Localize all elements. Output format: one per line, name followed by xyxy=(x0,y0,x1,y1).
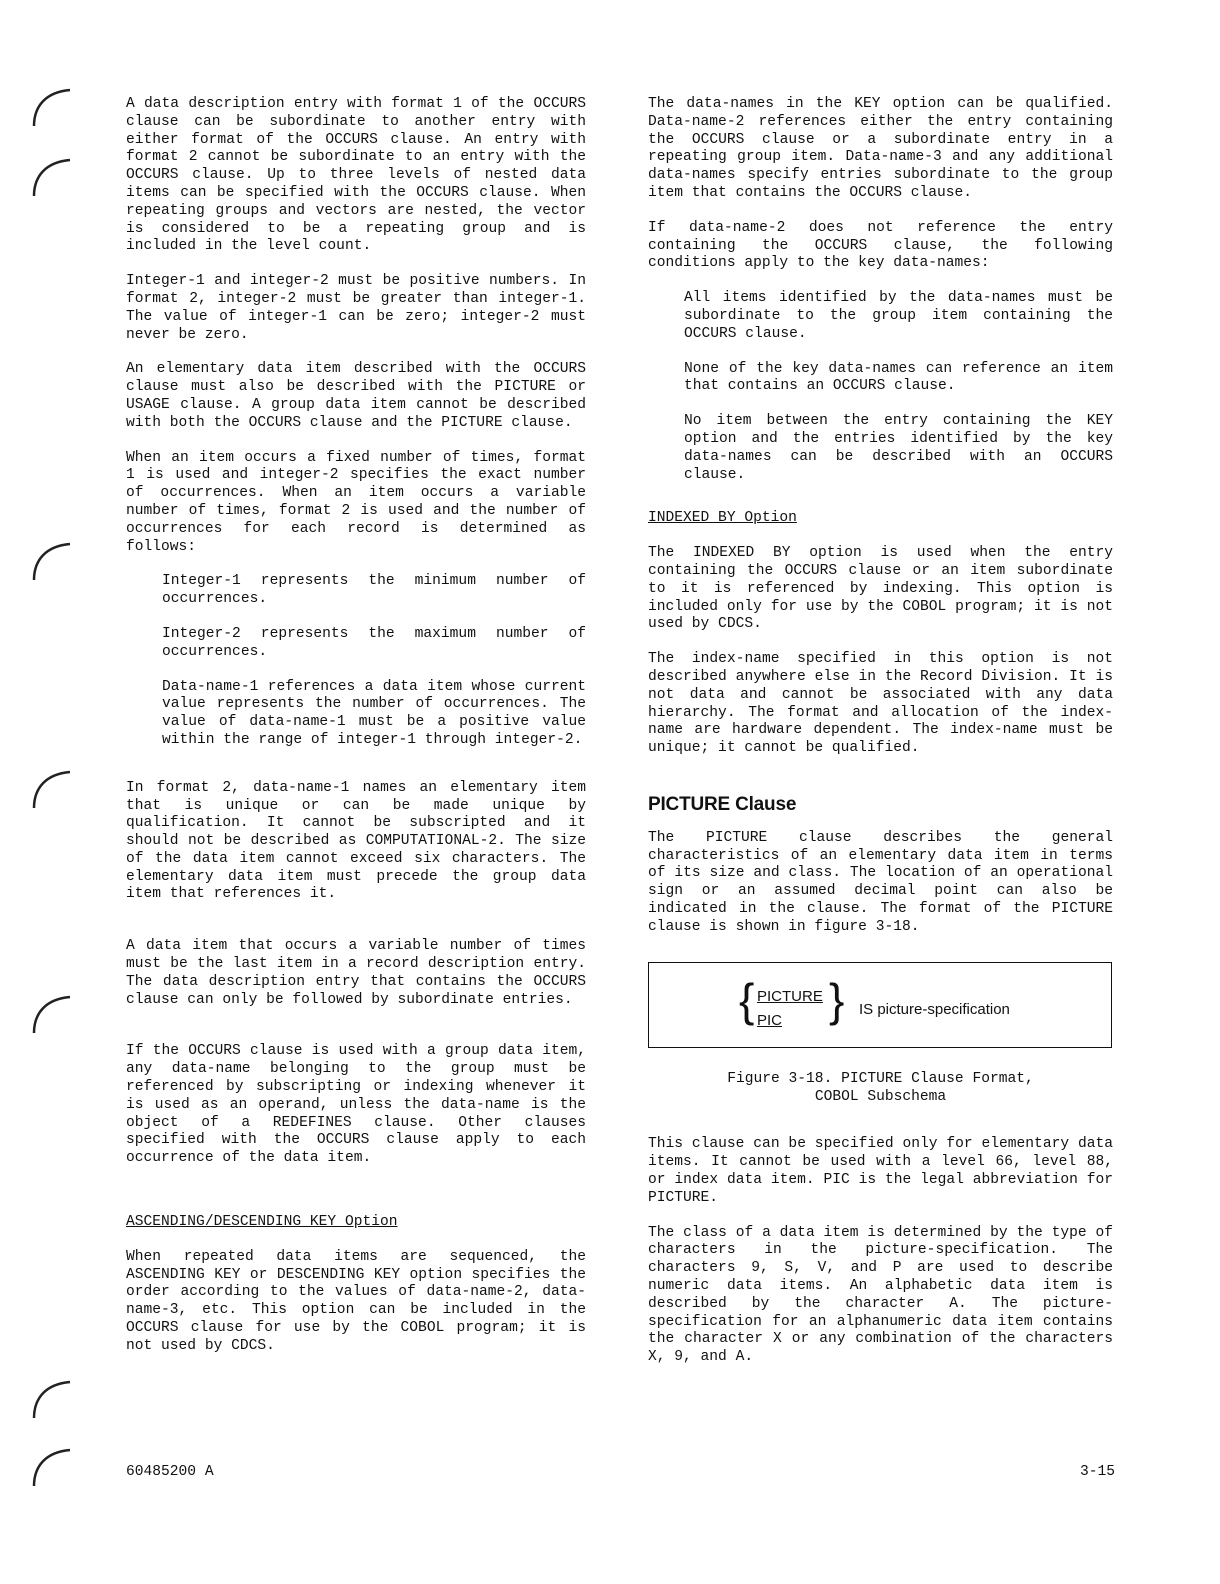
condition-1-item: All items identified by the data-names must be subordinate to the group item containing the OCCURS clause. xyxy=(684,290,1113,342)
left-column xyxy=(126,96,586,1373)
condition-3-item: No item between the entry containing the KEY option and the entries identified by the key data-names can be described with an OCCURS clause. xyxy=(684,413,1113,483)
integer-2-item: Integer-2 represents the maximum number of occurrences. xyxy=(162,625,586,660)
condition-2-item: None of the key data-names can reference an item that contains an OCCURS clause. xyxy=(684,360,1113,395)
figure-caption-line-2: COBOL Subschema xyxy=(814,1089,947,1106)
punch-hole-mark-1 xyxy=(30,86,76,132)
variable-occurs-paragraph: A data item that occurs a variable number of times must be the last item in a record description entry. The data description entry that contains the OCCURS clause can only be followed by subordinate entries. xyxy=(126,938,586,1008)
punch-hole-mark-6 xyxy=(30,1378,76,1424)
right-column xyxy=(648,96,1113,1384)
data-name-1-item: Data-name-1 references a data item whose current value represents the number of occurrences. The value of data-name-1 must be a positive value within the range of integer-1 through integer-2. xyxy=(162,678,586,748)
indexed-by-heading: INDEXED BY Option xyxy=(648,510,797,527)
figure-caption-line-1: Figure 3-18. PICTURE Clause Format, xyxy=(727,1071,1034,1088)
elementary-item-paragraph: An elementary data item described with the OCCURS clause must also be described with the PICTURE or USAGE clause. A group data item cannot be described with both the OCCURS clause and the PICTURE clause. xyxy=(126,361,586,431)
ascending-key-paragraph: When repeated data items are sequenced, the ASCENDING KEY or DESCENDING KEY option specifies the order according to the values of data-name-2, data-name-3, etc. This option can be included in the OCCURS clause for use by the COBOL program; it is not used by CDCS. xyxy=(126,1248,586,1354)
figure-caption xyxy=(648,1070,1113,1106)
group-occurs-paragraph: If the OCCURS clause is used with a group data item, any data-name belonging to the group must be referenced by subscripting or indexing whenever it is used as an operand, unless the data-name is the object of a REDEFINES clause. Other clauses specified with the OCCURS clause apply to each occurrence of the data item. xyxy=(126,1043,586,1167)
document-number: 60485200 A xyxy=(126,1464,214,1480)
page-number: 3-15 xyxy=(1080,1464,1116,1480)
indexed-by-paragraph: The INDEXED BY option is used when the entry containing the OCCURS clause or an item subordinate to it is referenced by indexing. This option is included only for use by the COBOL program; it is not used by CDCS. xyxy=(648,545,1113,633)
punch-hole-mark-2 xyxy=(30,156,76,202)
picture-keyword: PICTURE xyxy=(757,988,823,1006)
picture-format-figure xyxy=(648,962,1112,1048)
index-name-paragraph: The index-name specified in this option is not described anywhere else in the Record Division. It is not data and cannot be associated with any data hierarchy. The format and allocation of the index-name are hardware dependent. The index-name must be unique; it cannot be qualified. xyxy=(648,651,1113,757)
occurs-nesting-paragraph: A data description entry with format 1 of the OCCURS clause can be subordinate to another entry with either format of the OCCURS clause. An entry with format 2 cannot be subordinate to an entry with the OCCURS clause. Up to three levels of nested data items can be specified with the OCCURS clause. When repeating groups and vectors are nested, the vector is considered to be a repeating group and is included in the level count. xyxy=(126,96,586,255)
left-brace: { xyxy=(739,974,755,1027)
punch-hole-mark-7 xyxy=(30,1446,76,1492)
picture-specification-text: IS picture-specification xyxy=(859,1001,1010,1019)
data-class-paragraph: The class of a data item is determined by the type of characters in the picture-specification. The characters 9, S, V, and P are used to describe numeric data items. An alphabetic data item is described by the character A. The picture-specification for an alphanumeric data item contains the character X or any combination of the characters X, 9, and A. xyxy=(648,1224,1113,1366)
right-brace: } xyxy=(829,974,845,1027)
integer-rules-paragraph: Integer-1 and integer-2 must be positive numbers. In format 2, integer-2 must be greater than integer-1. The value of integer-1 can be zero; integer-2 must never be zero. xyxy=(126,273,586,343)
occurrence-format-paragraph: When an item occurs a fixed number of times, format 1 is used and integer-2 specifies the exact number of occurrences. When an item occurs a variable number of times, format 2 is used and the number of occurrences for each record is determined as follows: xyxy=(126,449,586,555)
punch-hole-mark-4 xyxy=(30,768,76,814)
pic-keyword: PIC xyxy=(757,1012,783,1030)
format-2-paragraph: In format 2, data-name-1 names an elementary item that is unique or can be made unique by qualification. It cannot be subscripted and it should not be described as COMPUTATIONAL-2. The size of the data item cannot exceed six characters. The elementary data item must precede the group data item that references it. xyxy=(126,779,586,903)
picture-usage-paragraph: This clause can be specified only for elementary data items. It cannot be used with a level 66, level 88, or index data item. PIC is the legal abbreviation for PICTURE. xyxy=(648,1136,1113,1206)
picture-clause-heading: PICTURE Clause xyxy=(648,793,797,815)
key-qualified-paragraph: The data-names in the KEY option can be qualified. Data-name-2 references either the entry containing the OCCURS clause or a subordinate entry in a repeating group item. Data-name-3 and any additional data-names specify entries subordinate to the group item that contains the OCCURS clause. xyxy=(648,96,1113,201)
punch-hole-mark-5 xyxy=(30,993,76,1039)
picture-clause-paragraph: The PICTURE clause describes the general characteristics of an elementary data item in terms of its size and class. The location of an operational sign or an assumed decimal point can also be indicated in the clause. The format of the PICTURE clause is shown in figure 3-18. xyxy=(648,829,1113,935)
integer-1-item: Integer-1 represents the minimum number of occurrences. xyxy=(162,573,586,608)
key-conditions-paragraph: If data-name-2 does not reference the entry containing the OCCURS clause, the following conditions apply to the key data-names: xyxy=(648,219,1113,272)
ascending-descending-key-heading: ASCENDING/DESCENDING KEY Option xyxy=(126,1214,398,1231)
punch-hole-mark-3 xyxy=(30,540,76,586)
